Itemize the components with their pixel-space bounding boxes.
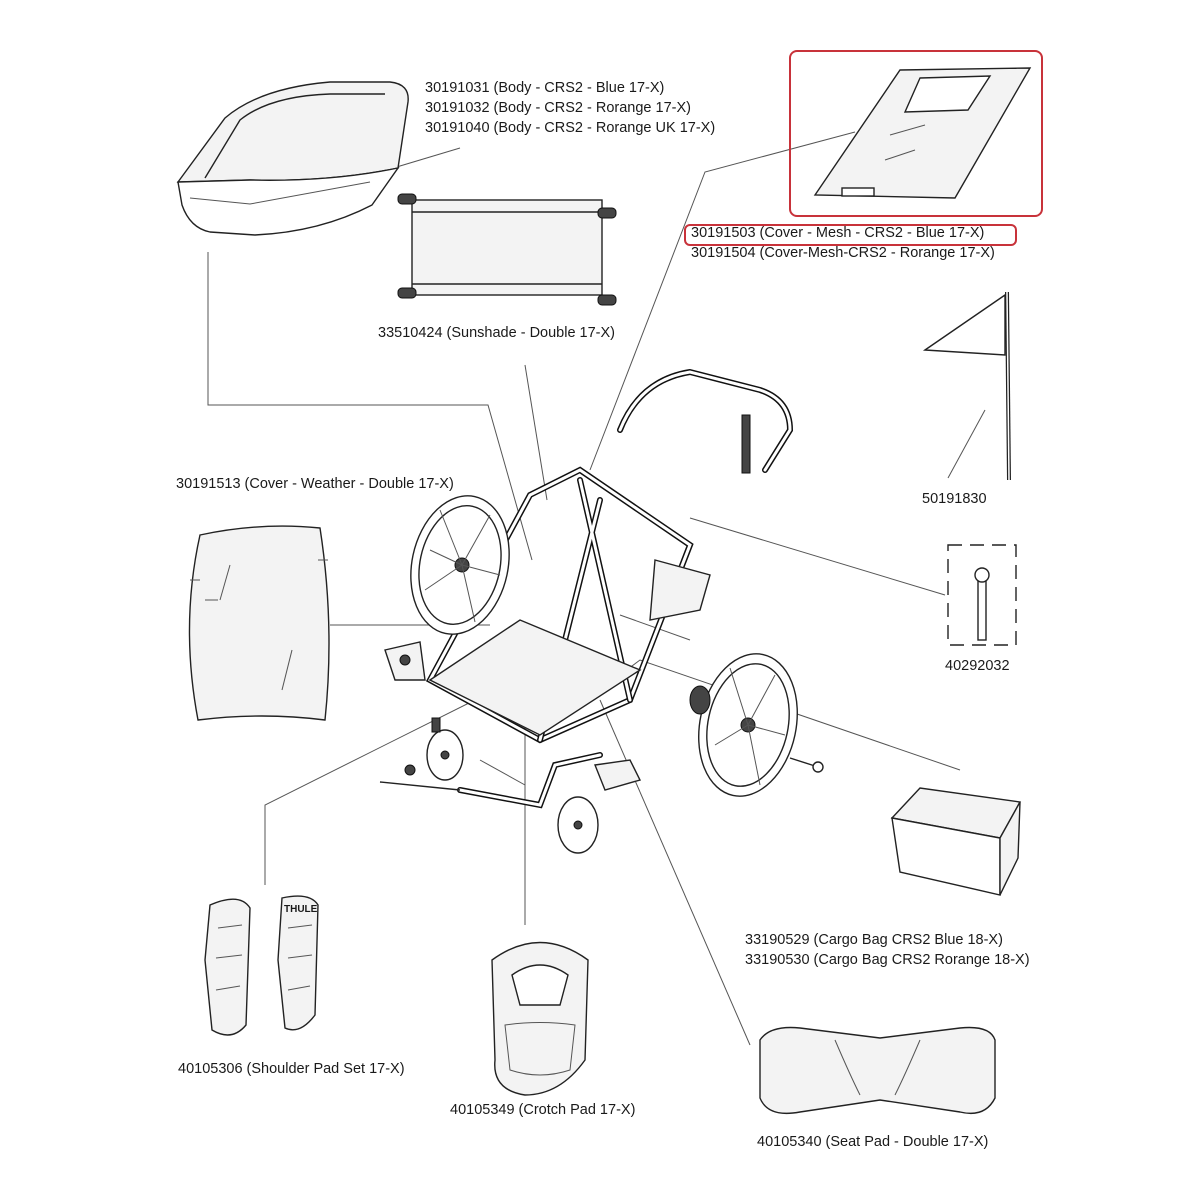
body-label-2[interactable]: 30191032 (Body - CRS2 - Rorange 17-X) [425,100,691,116]
stroller-kit-drawing [380,718,640,853]
weather-cover-drawing [189,526,329,720]
mesh-cover-highlight-frame [789,50,1043,217]
shoulder-pads-drawing [205,896,318,1035]
left-wheel-drawing [398,487,521,644]
crotch-pad-label[interactable]: 40105349 (Crotch Pad 17-X) [450,1102,636,1118]
weather-cover-label[interactable]: 30191513 (Cover - Weather - Double 17-X) [176,476,454,492]
mesh-cover-alt-label[interactable]: 30191504 (Cover-Mesh-CRS2 - Rorange 17-X) [691,245,995,261]
flag-drawing [925,292,1009,480]
sunshade-label[interactable]: 33510424 (Sunshade - Double 17-X) [378,325,615,341]
flag-label[interactable]: 50191830 [922,491,987,507]
mesh-cover-selected-label[interactable]: 30191503 (Cover - Mesh - CRS2 - Blue 17-X) [691,225,985,241]
sunshade-drawing [398,194,616,305]
body-label-3[interactable]: 30191040 (Body - CRS2 - Rorange UK 17-X) [425,120,716,136]
body-label-1[interactable]: 30191031 (Body - CRS2 - Blue 17-X) [425,80,665,96]
body-canopy-drawing [178,82,408,235]
seat-pad-label[interactable]: 40105340 (Seat Pad - Double 17-X) [757,1134,989,1150]
right-wheel-drawing [686,645,823,806]
cargo-bag-drawing [892,788,1020,895]
shoulder-pads-label[interactable]: 40105306 (Shoulder Pad Set 17-X) [178,1061,405,1077]
handlebar-drawing [620,372,790,473]
bumper-mount-drawing [385,642,425,680]
pin-label[interactable]: 40292032 [945,658,1010,674]
crotch-pad-drawing [492,943,588,1096]
seat-pad-drawing [760,1028,995,1114]
cargo-bag-label-1[interactable]: 33190529 (Cargo Bag CRS2 Blue 18-X) [745,932,1003,948]
shoulder-pad-brand-text: THULE [284,904,318,915]
cargo-bag-label-2[interactable]: 33190530 (Cargo Bag CRS2 Rorange 18-X) [745,952,1030,968]
pin-drawing [948,545,1016,645]
